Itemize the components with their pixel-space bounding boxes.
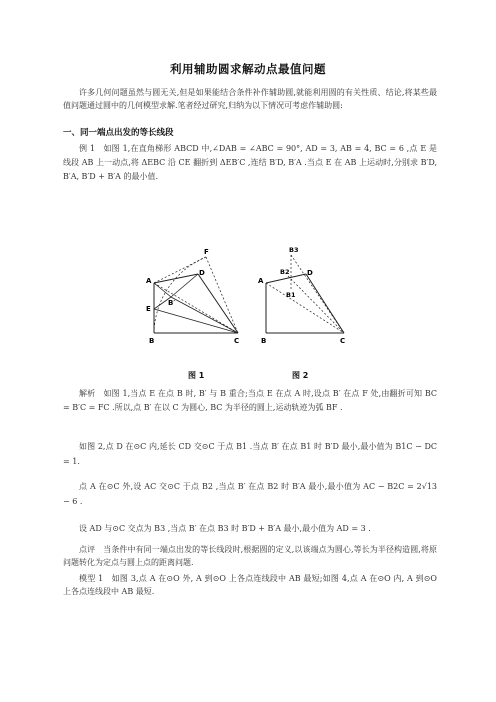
fig2-label-B1: B1 [286, 291, 296, 299]
fig1-label-E: E [146, 305, 151, 313]
model-1-paragraph: 模型 1 如图 3,点 A 在⊙O 外, A 到⊙O 上各点连线段中 AB 最短;如图 4,点 A 在⊙O 内, A 到⊙O 上各点连线段中 AB 最短. [63, 574, 437, 596]
example-1-text: 例 1 如图 1,在直角梯形 ABCD 中,∠DAB = ∠ABC = 90°, AD = 3, AB = 4, BC = 6 ,点 E 是线段 AB 上一动点,将 ΔEBC 沿 CE 翻折到 ΔEB′C ,连结 B′D, B′A .当点 E 在 AB 上运动时,分别求 B′D, B′A, B′D + B′A 的最小值. [63, 144, 437, 181]
fig2-label-B2: B2 [280, 268, 290, 276]
fig2-label-B: B [261, 337, 267, 345]
figure-2-caption: 图 2 [292, 371, 309, 380]
intro-paragraph: 许多几何问题虽然与圆无关,但是如果能结合条件补作辅助圆,就能利用圆的有关性质、结论,将某些最值问题通过圆中的几何模型求解.笔者经过研究,归纳为以下情况可考虑作辅助圆: [63, 88, 437, 110]
fig2-label-C: C [340, 337, 346, 345]
figure-1-diagram [146, 245, 246, 357]
fig1-label-C: C [234, 337, 240, 345]
figure-2-diagram [258, 245, 354, 357]
page-title: 利用辅助圆求解动点最值问题 [170, 62, 326, 76]
fig1-label-Bprime: B′ [168, 299, 176, 307]
analysis-paragraph-1: 解析 如图 1,当点 E 在点 B 时, B′ 与 B 重合;当点 E 在点 A 时,设点 B′ 在点 F 处,由翻折可知 BC = B′C = FC .所以,点 B′ 在以 C 为圆心, BC 为半径的圆上,运动轨迹为弧 BF . [63, 389, 437, 412]
fig1-label-F: F [204, 248, 209, 256]
fig2-label-B3: B3 [289, 246, 299, 254]
analysis-paragraph-2: 如图 2,点 D 在⊙C 内,延长 CD 交⊙C 于点 B1 .当点 B′ 在点 B1 时 B′D 最小,最小值为 B1C − DC = 1. [63, 442, 437, 466]
fig2-label-D: D [307, 269, 313, 277]
fig1-label-B: B [149, 337, 155, 345]
section-heading: 一、同一端点出发的等长线段 [63, 128, 174, 138]
analysis-paragraph-3: 点 A 在⊙C 外,设 AC 交⊙C 于点 B2 ,当点 B′ 在点 B2 时 B′A 最小,最小值为 AC − B2C = 2√13 − 6 . [63, 482, 437, 506]
analysis-paragraph-4: 设 AD 与⊙C 交点为 B3 ,当点 B′ 在点 B3 时 B′D + B′A 最小,最小值为 AD = 3 . [79, 524, 371, 533]
comment-paragraph: 点评 当条件中有同一端点出发的等长线段时,根据圆的定义,以该端点为圆心,等长为半径构造圆,将原问题转化为定点与圆上点的距离问题. [63, 545, 437, 567]
fig1-label-D: D [199, 269, 205, 277]
fig1-label-A: A [146, 277, 152, 285]
fig2-label-A: A [258, 277, 264, 285]
figure-1-caption: 图 1 [188, 371, 205, 380]
